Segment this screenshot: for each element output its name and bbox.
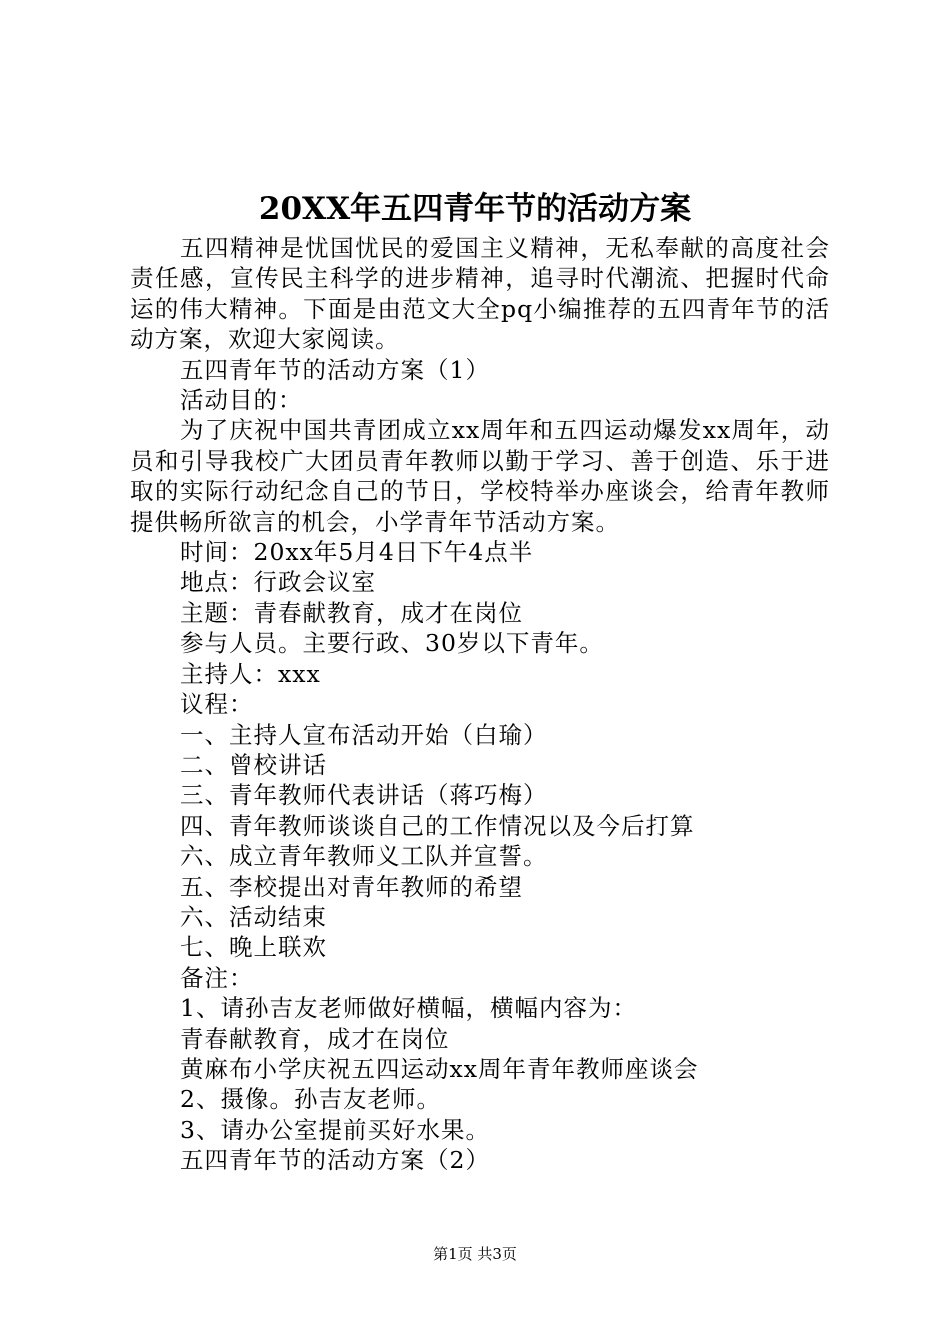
document-body — [130, 233, 830, 1176]
page-footer: 第1页 共3页 — [433, 1245, 517, 1263]
purpose-paragraph: 为了庆祝中国共青团成立xx周年和五四运动爆发xx周年，动员和引导我校广大团员青年教师以勤于学习、善于创造、乐于进取的实际行动纪念自己的节日，学校特举办座谈会，给青年教师提供畅所欲言的机会，小学青年节活动方案。 — [130, 416, 830, 536]
host-line: 主持人：xxx — [180, 659, 321, 688]
agenda-item: 三、青年教师代表讲话（蒋巧梅） — [180, 781, 548, 810]
note-item: 1、请孙吉友老师做好横幅，横幅内容为： — [180, 994, 637, 1023]
notes-label: 备注： — [180, 963, 254, 992]
agenda-item: 六、活动结束 — [180, 902, 327, 931]
time-line: 时间：20xx年5月4日下午4点半 — [180, 538, 534, 567]
agenda-label: 议程： — [180, 690, 254, 719]
theme-line: 主题：青春献教育，成才在岗位 — [180, 598, 523, 627]
note-item: 黄麻布小学庆祝五四运动xx周年青年教师座谈会 — [180, 1054, 699, 1083]
document-title: 20XX年五四青年节的活动方案 — [258, 191, 692, 227]
note-item: 青春献教育，成才在岗位 — [180, 1024, 450, 1053]
note-item: 3、请办公室提前买好水果。 — [180, 1115, 490, 1144]
participants-line: 参与人员。主要行政、30岁以下青年。 — [180, 629, 604, 658]
section-heading-2: 五四青年节的活动方案（2） — [180, 1146, 490, 1175]
agenda-item: 六、成立青年教师义工队并宣誓。 — [180, 842, 548, 871]
agenda-item: 七、晚上联欢 — [180, 933, 327, 962]
agenda-item: 四、青年教师谈谈自己的工作情况以及今后打算 — [180, 811, 695, 840]
section-heading-1: 五四青年节的活动方案（1） — [180, 355, 490, 384]
place-line: 地点：行政会议室 — [180, 568, 376, 597]
note-item: 2、摄像。孙吉友老师。 — [180, 1085, 441, 1114]
agenda-item: 五、李校提出对青年教师的希望 — [180, 872, 523, 901]
intro-paragraph: 五四精神是忧国忧民的爱国主义精神，无私奉献的高度社会责任感，宣传民主科学的进步精神，追寻时代潮流、把握时代命运的伟大精神。下面是由范文大全pq小编推荐的五四青年节的活动方案，欢迎大家阅读。 — [130, 234, 830, 354]
purpose-label: 活动目的： — [180, 386, 303, 415]
agenda-item: 一、主持人宣布活动开始（白瑜） — [180, 720, 548, 749]
agenda-item: 二、曾校讲话 — [180, 750, 327, 779]
